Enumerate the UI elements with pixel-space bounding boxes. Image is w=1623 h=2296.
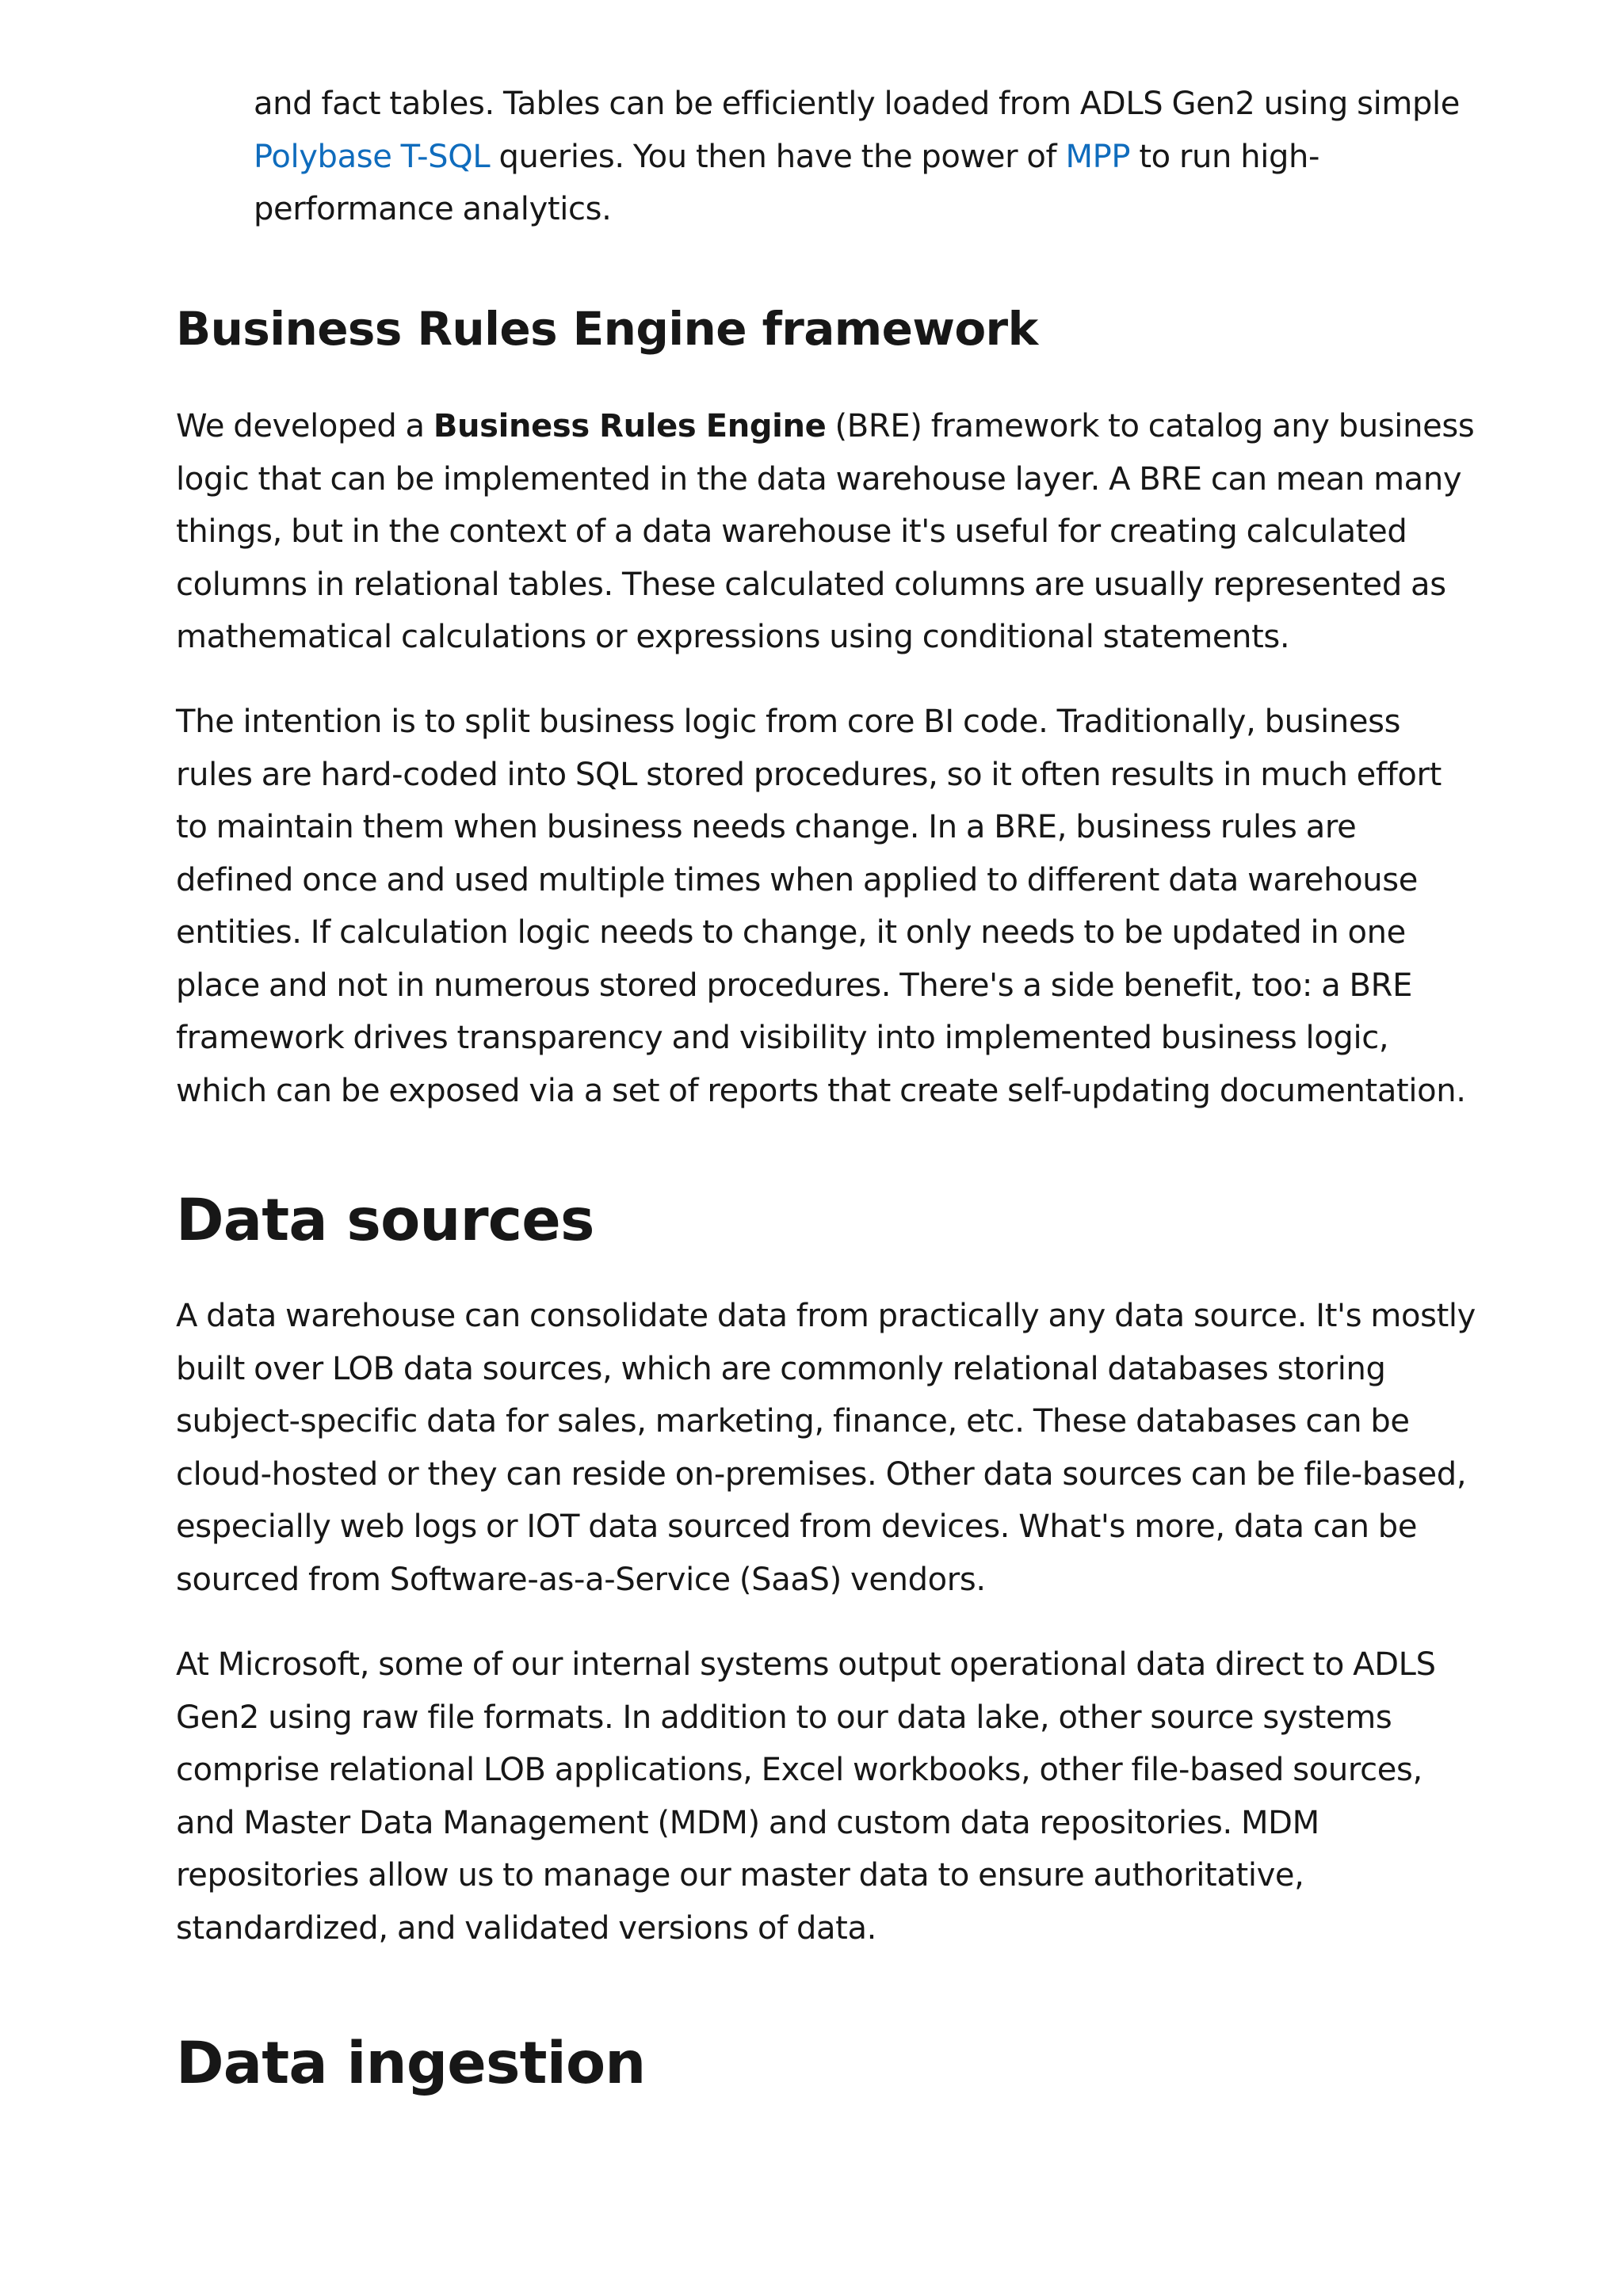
bre-paragraph-2-block [176,696,1476,1117]
intro-paragraph [254,78,1490,236]
data-ingestion-heading: Data ingestion [176,2030,646,2097]
data-sources-paragraph-2-block [176,1638,1476,1955]
data-sources-paragraph-1-block [176,1290,1476,1606]
data-sources-heading: Data sources [176,1187,594,1254]
bre-paragraph-1-block [176,400,1476,664]
bre-heading: Business Rules Engine framework [176,302,1038,356]
intro-text-1: and fact tables. Tables can be efficiently loaded from ADLS Gen2 using simple [254,86,1461,122]
data-sources-paragraph-1: A data warehouse can consolidate data from practically any data source. It's mostly built over LOB data sources, which are commonly relational databases storing subject-specific data for sales, marketing, finance, etc. These databases can be cloud-hosted or they can reside on-premises. Other data sources can be file-based, especially web logs or IOT data sourced from devices. What's more, data can be sourced from Software-as-a-Service (SaaS) vendors. [176,1298,1476,1598]
data-sources-paragraph-2: At Microsoft, some of our internal systems output operational data direct to ADLS Gen2 using raw file formats. In addition to our data lake, other source systems comprise relational LOB applications, Excel workbooks, other file-based sources, and Master Data Management (MDM) and custom data repositories. MDM repositories allow us to manage our master data to ensure authoritative, standardized, and validated versions of data. [176,1646,1436,1947]
bre-p1-before: We developed a [176,408,433,444]
intro-text-2: queries. You then have the power of [490,138,1066,175]
intro-text-3: to run high-performance analytics. [254,138,1320,227]
bre-paragraph-1 [176,400,1476,664]
polybase-tsql-link[interactable]: Polybase T-SQL [254,138,491,175]
mpp-link[interactable]: MPP [1065,138,1131,175]
intro-continuation [254,79,1490,236]
bre-p1-bold: Business Rules Engine [433,408,827,444]
bre-paragraph-2: The intention is to split business logic from core BI code. Traditionally, business rules are hard-coded into SQL stored procedures, so it often results in much effort to maintain them when business needs change. In a BRE, business rules are defined once and used multiple times when applied to different data warehouse entities. If calculation logic needs to change, it only needs to be updated in one place and not in numerous stored procedures. There's a side benefit, too: a BRE framework drives transparency and visibility into implemented business logic, which can be exposed via a set of reports that create self-updating documentation. [176,704,1466,1109]
bre-p1-after: (BRE) framework to catalog any business logic that can be implemented in the data warehouse layer. A BRE can mean many things, but in the context of a data warehouse it's useful for creating calculated columns in relational tables. These calculated columns are usually represented as mathematical calculations or expressions using conditional statements. [176,408,1475,655]
